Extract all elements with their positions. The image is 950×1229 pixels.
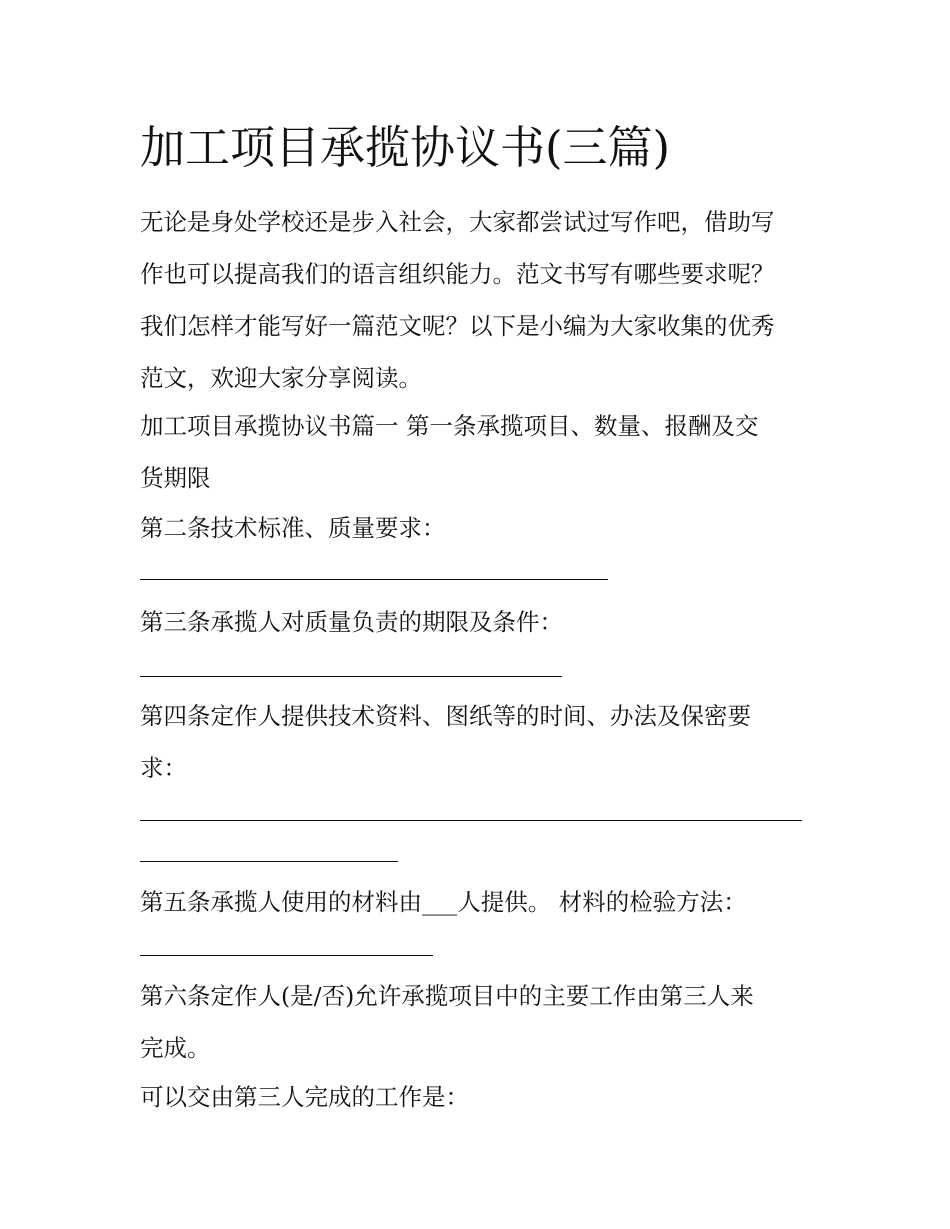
article-1-line: 加工项目承揽协议书篇一 第一条承揽项目、数量、报酬及交 [140,412,759,440]
article-6 [140,970,820,1074]
article-1-line: 货期限 [140,464,211,492]
fill-in-blank-line [140,861,398,862]
document-title: 加工项目承揽协议书(三篇) [140,121,671,174]
article-6-line: 第六条定作人(是/否)允许承揽项目中的主要工作由第三人来 [140,982,754,1010]
intro-line: 我们怎样才能写好一篇范文呢？以下是小编为大家收集的优秀 [140,312,775,340]
article-4-line: 第四条定作人提供技术资料、图纸等的时间、办法及保密要 [140,702,751,730]
fill-in-blank-line [140,820,802,821]
article-2 [140,502,820,554]
article-3-line: 第三条承揽人对质量负责的期限及条件： [140,608,563,636]
article-6-note-line: 可以交由第三人完成的工作是： [140,1083,469,1111]
fill-in-blank-line [140,955,433,956]
article-3 [140,596,820,648]
article-4 [140,690,820,794]
fill-in-blank-line [140,676,562,677]
intro-line: 范文，欢迎大家分享阅读。 [140,364,422,392]
intro-paragraph [140,196,820,404]
article-2-line: 第二条技术标准、质量要求： [140,514,446,542]
fill-in-blank-line [140,579,608,580]
article-6-note [140,1071,820,1123]
article-6-line: 完成。 [140,1034,211,1062]
article-5 [140,876,820,928]
intro-line: 无论是身处学校还是步入社会，大家都尝试过写作吧，借助写 [140,208,775,236]
article-5-line: 第五条承揽人使用的材料由___人提供。 材料的检验方法： [140,888,747,916]
article-4-line: 求： [140,754,187,782]
article-1 [140,400,820,504]
intro-line: 作也可以提高我们的语言组织能力。范文书写有哪些要求呢？ [140,260,775,288]
